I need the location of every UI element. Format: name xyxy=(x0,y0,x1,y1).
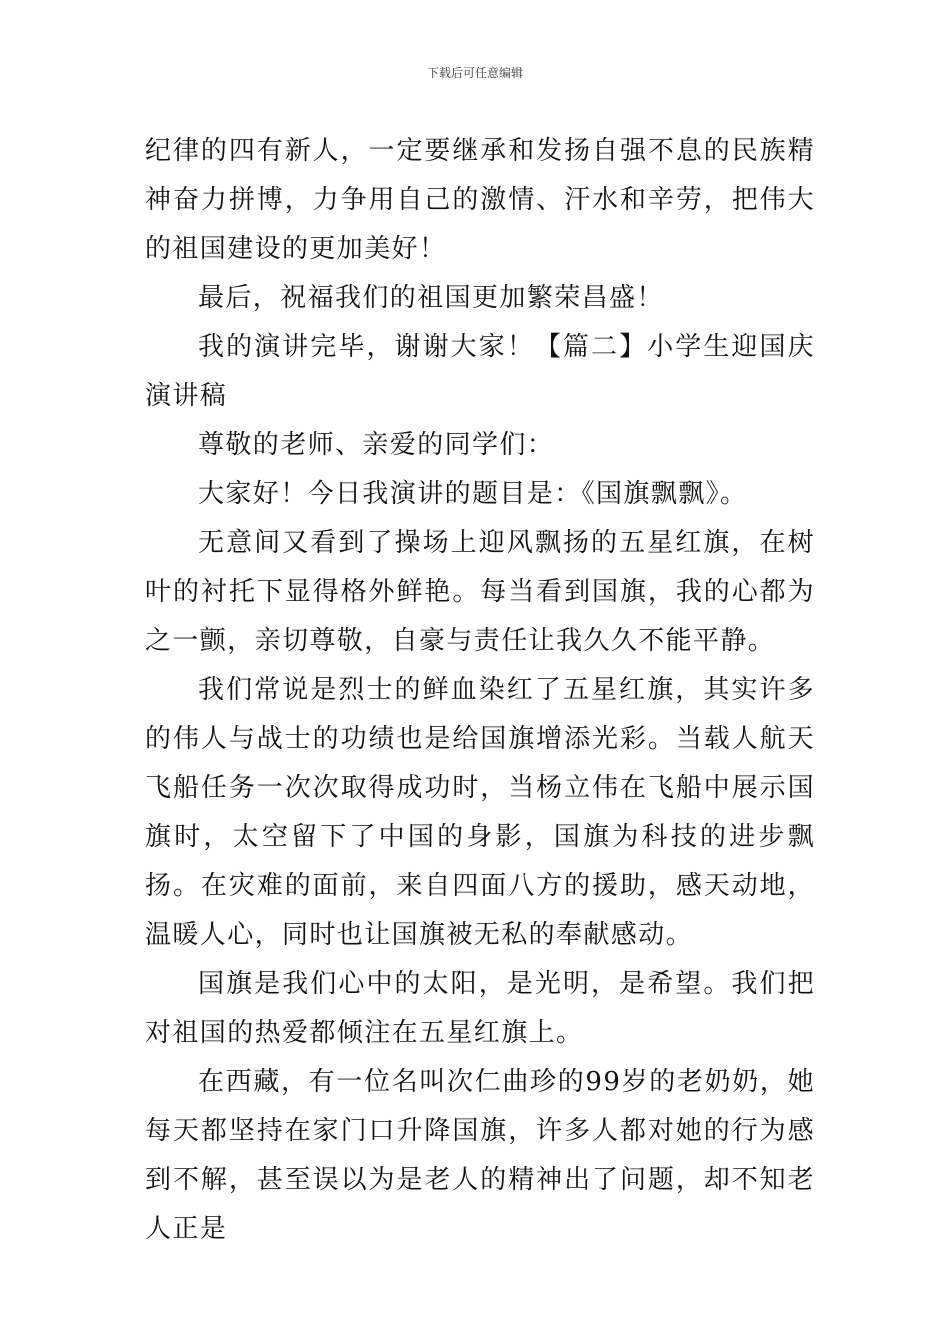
paragraph-2: 最后，祝福我们的祖国更加繁荣昌盛！ xyxy=(198,283,664,313)
paragraph-7: 我们常说是烈士的鲜血染红了五星红旗，其实许多的伟人与战士的功绩也是给国旗增添光彩。当载人航天飞船任务一次次取得成功时，当杨立伟在飞船中展示国旗时，太空留下了中国的身影，国旗为科技的进步飘扬。在灾难的面前，来自四面八方的援助，感天动地，温暖人心，同时也让国旗被无私的奉献感动。 xyxy=(145,675,815,950)
paragraph-3: 我的演讲完毕，谢谢大家！【篇二】小学生迎国庆演讲稿 xyxy=(145,332,815,411)
paragraph-9: 在西藏，有一位名叫次仁曲珍的99岁的老奶奶，她每天都坚持在家门口升降国旗，许多人都对她的行为感到不解，甚至误以为是老人的精神出了问题，却不知老人正是 xyxy=(145,1067,815,1244)
document-body xyxy=(145,127,815,1254)
paragraph-6: 无意间又看到了操场上迎风飘扬的五星红旗，在树叶的衬托下显得格外鲜艳。每当看到国旗，我的心都为之一颤，亲切尊敬，自豪与责任让我久久不能平静。 xyxy=(145,528,815,656)
paragraph-4: 尊敬的老师、亲爱的同学们： xyxy=(198,430,555,460)
page-header-note: 下载后可任意编辑 xyxy=(426,66,523,80)
paragraph-5: 大家好！今日我演讲的题目是：《国旗飘飘》。 xyxy=(198,479,748,509)
paragraph-8: 国旗是我们心中的太阳，是光明，是希望。我们把对祖国的热爱都倾注在五星红旗上。 xyxy=(145,969,815,1048)
paragraph-1: 纪律的四有新人，一定要继承和发扬自强不息的民族精神奋力拼博，力争用自己的激情、汗水和辛劳，把伟大的祖国建设的更加美好！ xyxy=(145,136,815,264)
